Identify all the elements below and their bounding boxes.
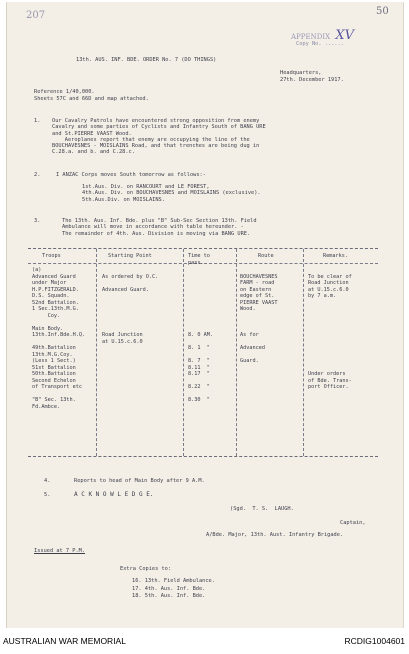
copy-number: Copy No. ...... [296, 41, 344, 47]
table-cell [188, 404, 213, 411]
signature-rank: Captain, [340, 520, 366, 526]
table-cell: 49th.Battalion [32, 345, 76, 351]
table-cell: (Less 1 Sect.) [32, 358, 76, 364]
copy-line: 16. 13th. Field Ambulance. [132, 578, 215, 584]
para-1-line: and St.PIERRE VAAST Wood. [52, 130, 132, 137]
para-1-line: Aeroplanes report that enemy are occupying the line of the [52, 136, 250, 143]
column-starting-point [102, 267, 158, 410]
table-cell: 50th.Battalion [32, 371, 76, 377]
table-cell: Advanced Guard. [102, 286, 149, 293]
table-cell: Road Junction [308, 280, 349, 286]
para-2-list [82, 184, 261, 203]
march-table [28, 248, 378, 457]
copy-line: 17. 4th. Aus. Inf. Bde. [132, 585, 206, 592]
para-3-line: The 13th. Aus. Inf. Bde. plus "B" Sub-Sec Section 13th. Field [62, 218, 257, 224]
table-header-remarks: Remarks. [323, 253, 348, 259]
table-header-troops: Troops [42, 253, 61, 259]
table-cell: As for [240, 332, 259, 338]
table-cell: (a) [32, 267, 42, 273]
table-cell: Coy. [32, 312, 61, 319]
para-1-text [52, 118, 266, 156]
table-cell: "B" Sec. 13th. [32, 397, 76, 403]
table-cell: 8. 7 " [188, 358, 210, 364]
order-title: 13th. AUS. INF. BDE. ORDER No. 7 (DO THINGS) [76, 57, 217, 63]
archive-credit: AUSTRALIAN WAR MEMORIAL [3, 636, 126, 646]
para-2-line: 5th.Aus.Div. on MOISLAINS. [82, 196, 165, 203]
para-5-text: A C K N O W L E D G E. [74, 491, 154, 498]
extra-copies-heading: Extra Copies to: [120, 566, 172, 572]
table-cell: of Transport etc [32, 384, 82, 390]
issued-time: Issued at 7 P.M. [34, 548, 86, 554]
appendix-label: APPENDIX [291, 33, 331, 41]
table-cell: Second Echelon [32, 377, 76, 384]
table-cell: Under orders [308, 371, 346, 377]
table-cell: Fd.Ambce. [32, 403, 61, 410]
table-cell: at U.15.c.6.0 [308, 286, 349, 293]
para-1-line: BOUCHAVESNES - MOISLAINS Road, and that trenches are being dug in [52, 143, 260, 150]
para-2-number: 2. [34, 172, 41, 178]
table-cell: on Eastern [240, 286, 272, 293]
table-cell: Main Body. [32, 325, 64, 332]
table-cell: D.S. Squadn. [32, 293, 70, 299]
para-1-line: Cavalry and some parties of Cyclists and Infantry South of BANG URE [52, 124, 266, 131]
para-5-number: 5. [44, 492, 51, 498]
table-cell: Guard. [240, 358, 259, 364]
column-time [188, 267, 213, 410]
table-cell: 13th.M.G.Coy. [32, 351, 73, 358]
table-cell: To be clear of [308, 273, 352, 280]
table-cell: Advanced [240, 345, 265, 351]
table-cell: As ordered by O.C. [102, 273, 159, 280]
reference-line-1: Reference 1/40,000. [34, 89, 95, 95]
table-cell: 52nd Battalion. [32, 299, 79, 306]
table-cell: FARM - road [240, 280, 275, 286]
para-2-line: 4th.Aus. Div. on BOUCHAVESNES and MOISLAINS (exclusive). [82, 190, 261, 197]
table-cell: under Major [32, 280, 67, 286]
table-divider [96, 249, 97, 456]
order-date: 27th. December 1917. [280, 77, 344, 83]
para-2-line: 1st.Aus. Div. on RANCOURT and LE FOREST, [82, 184, 210, 190]
table-divider [183, 249, 184, 456]
extra-copies-list [132, 578, 215, 601]
table-cell: 8. 1 " [188, 345, 210, 351]
para-4-number: 4. [44, 478, 51, 484]
column-route [240, 267, 277, 410]
table-cell: PIERRE VAAST [240, 299, 278, 306]
para-1-line: Our Cavalry Patrols have encountered strong opposition from enemy [52, 118, 260, 124]
hq-label: Headquarters, [280, 70, 322, 76]
appendix-number: XV [335, 28, 354, 43]
table-cell: 1 Sec.13th.M.G. [32, 306, 79, 312]
column-troops [32, 267, 85, 410]
table-divider [236, 249, 237, 456]
table-divider [303, 249, 304, 456]
table-cell: 8.17 " [188, 371, 210, 377]
table-cell: at U.15.c.6.0 [102, 338, 143, 345]
table-cell: Wood. [240, 306, 256, 312]
table-cell: BOUCHAVESNES [240, 273, 278, 280]
para-1-number: 1. [34, 118, 41, 124]
table-cell: 51st Battalion [32, 364, 76, 371]
table-cell [102, 404, 158, 411]
table-header-route: Route [258, 253, 274, 259]
para-3-number: 3. [34, 218, 41, 224]
para-3-text [62, 218, 257, 237]
table-cell: 13th.Inf.Bde.H.Q. [32, 332, 86, 338]
table-cell [240, 404, 277, 411]
table-cell: of Bde. Trans- [308, 377, 352, 384]
archive-reference: RCDIG1004601 [344, 636, 405, 646]
copy-line: 18. 5th. Aus. Inf. Bde. [132, 593, 206, 599]
para-2-intro: I ANZAC Corps moves South tomorrow as follows:- [56, 172, 206, 178]
para-3-line: The remainder of 4th. Aus. Division is moving via BANG URE. [62, 230, 251, 237]
table-cell: 8.22 " [188, 384, 210, 390]
signature-name: (Sgd. T. S. LAUGH. [230, 506, 294, 512]
page-number-left: 207 [26, 10, 46, 21]
table-header-starting-point: Starting Point [108, 253, 152, 259]
table-cell: 8. 0 AM. [188, 332, 213, 338]
table-cell: 8.11 " [188, 364, 210, 371]
table-cell: edge of St. [240, 293, 275, 299]
table-cell: by 7 a.m. [308, 293, 337, 299]
para-4-text: Reports to head of Main Body after 9 A.M. [74, 478, 205, 484]
para-3-line: Ambulance will move in accordance with table hereunder. - [62, 224, 244, 231]
table-cell: 8.30 " [188, 397, 210, 403]
table-cell: port Officer. [308, 384, 349, 390]
table-header-time: Time to pass. [188, 253, 210, 266]
page-number-right: 50 [376, 6, 389, 17]
reference-line-2: Sheets 57C and 66D and map attached. [34, 96, 149, 102]
table-cell: Road Junction [102, 332, 143, 338]
table-cell [308, 404, 352, 411]
signature-role: A/Bde. Major, 13th. Aust. Infantry Brigade. [206, 532, 344, 538]
column-remarks [308, 267, 352, 410]
table-cell: H.P.FITZGERALD. [32, 286, 79, 293]
table-cell: Advanced Guard [32, 273, 76, 280]
para-1-line: C.28.a. and b. and C.28.c. [52, 149, 135, 156]
